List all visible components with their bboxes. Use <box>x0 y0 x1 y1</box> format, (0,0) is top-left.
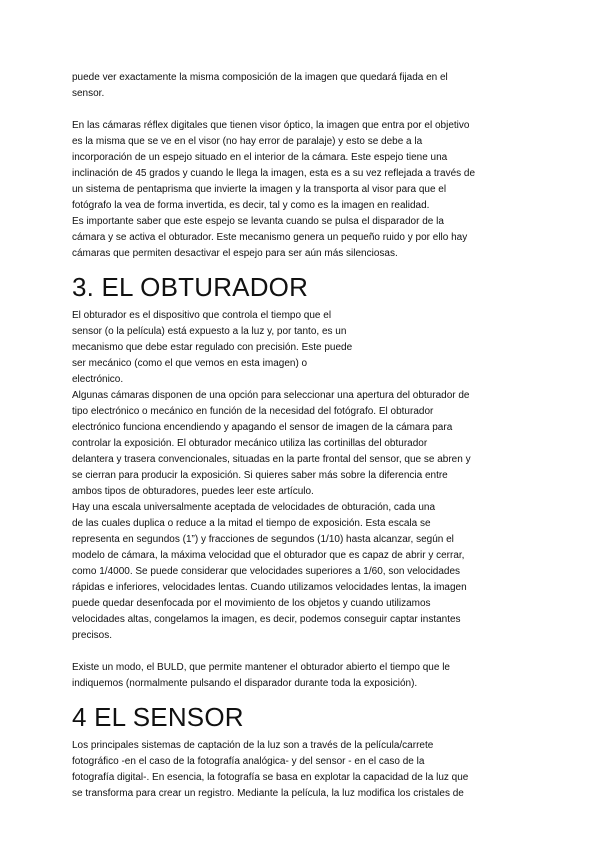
paragraph-reflex <box>72 118 520 262</box>
text-line: mecanismo que debe estar regulado con precisión. Este puede <box>72 342 353 353</box>
text-line: puede quedar desenfocada por el movimiento de los objetos y cuando utilizamos <box>72 598 431 609</box>
text-line: cámaras que permiten desactivar el espejo para ser aún más silenciosas. <box>72 248 398 259</box>
text-line: ambos tipos de obturadores, puedes leer este artículo. <box>72 486 314 497</box>
text-line: puede ver exactamente la misma composición de la imagen que quedará fijada en el <box>72 72 448 83</box>
text-line: cámara y se activa el obturador. Este mecanismo genera un pequeño ruido y por ello hay <box>72 232 468 243</box>
text-line: fotográfico -en el caso de la fotografía analógica- y del sensor - en el caso de la <box>72 756 425 767</box>
text-line: Existe un modo, el BULD, que permite mantener el obturador abierto el tiempo que le <box>72 662 450 673</box>
text-line: Hay una escala universalmente aceptada de velocidades de obturación, cada una <box>72 502 436 513</box>
text-line: indiquemos (normalmente pulsando el disparador durante toda la exposición). <box>72 678 418 689</box>
text-line: ser mecánico (como el que vemos en esta imagen) o <box>72 358 308 369</box>
text-line: controlar la exposición. El obturador mecánico utiliza las cortinillas del obturador <box>72 438 428 449</box>
text-line: precisos. <box>72 630 113 641</box>
text-line: como 1/4000. Se puede considerar que velocidades superiores a 1/60, son velocidades <box>72 566 461 577</box>
text-line: El obturador es el dispositivo que controla el tiempo que el <box>72 310 332 321</box>
paragraph-sensor <box>72 738 520 802</box>
text-line: sensor. <box>72 88 105 99</box>
text-line: Algunas cámaras disponen de una opción para seleccionar una apertura del obturador de <box>72 390 470 401</box>
paragraph-bulb <box>72 660 520 692</box>
text-line: un sistema de pentaprisma que invierte la imagen y la transporta al visor para que el <box>72 184 447 195</box>
text-line: es la misma que se ve en el visor (no hay error de paralaje) y esto se debe a la <box>72 136 423 147</box>
text-line: se cierran para producir la exposición. Si quieres saber más sobre la diferencia entre <box>72 470 448 481</box>
text-line: fotógrafo la vea de forma invertida, es decir, tal y como es la imagen en realidad. <box>72 200 430 211</box>
document-page <box>72 70 520 802</box>
text-line: electrónico. <box>72 374 124 385</box>
text-line: Es importante saber que este espejo se levanta cuando se pulsa el disparador de la <box>72 216 444 227</box>
text-line: velocidades altas, congelamos la imagen, es decir, podemos conseguir captar instantes <box>72 614 461 625</box>
paragraph-intro <box>72 70 520 102</box>
text-line: tipo electrónico o mecánico en función de la necesidad del fotógrafo. El obturador <box>72 406 434 417</box>
text-line: se transforma para crear un registro. Mediante la película, la luz modifica los cristales de <box>72 788 464 799</box>
heading-obturador: 3. EL OBTURADOR <box>72 272 309 302</box>
text-line: inclinación de 45 grados y cuando le llega la imagen, esta es a su vez reflejada a través de <box>72 168 476 179</box>
text-line: fotografía digital-. En esencia, la fotografía se basa en explotar la capacidad de la luz que <box>72 772 469 783</box>
text-line: electrónico funciona encendiendo y apagando el sensor de imagen de la cámara para <box>72 422 453 433</box>
text-line: En las cámaras réflex digitales que tienen visor óptico, la imagen que entra por el objetivo <box>72 120 470 131</box>
text-line: rápidas e inferiores, velocidades lentas. Cuando utilizamos velocidades lentas, la imagen <box>72 582 467 593</box>
text-line: representa en segundos (1”) y fracciones de segundos (1/10) hasta alcanzar, según el <box>72 534 454 545</box>
text-line: delantera y trasera convencionales, situadas en la parte frontal del sensor, que se abren y <box>72 454 471 465</box>
heading-sensor: 4 EL SENSOR <box>72 702 244 732</box>
paragraph-obturador <box>72 308 520 644</box>
text-line: modelo de cámara, la máxima velocidad que el obturador que es capaz de abrir y cerrar, <box>72 550 465 561</box>
text-line: de las cuales duplica o reduce a la mitad el tiempo de exposición. Esta escala se <box>72 518 431 529</box>
text-line: incorporación de un espejo situado en el interior de la cámara. Este espejo tiene una <box>72 152 448 163</box>
text-line: Los principales sistemas de captación de la luz son a través de la película/carrete <box>72 740 434 751</box>
text-line: sensor (o la película) está expuesto a la luz y, por tanto, es un <box>72 326 347 337</box>
